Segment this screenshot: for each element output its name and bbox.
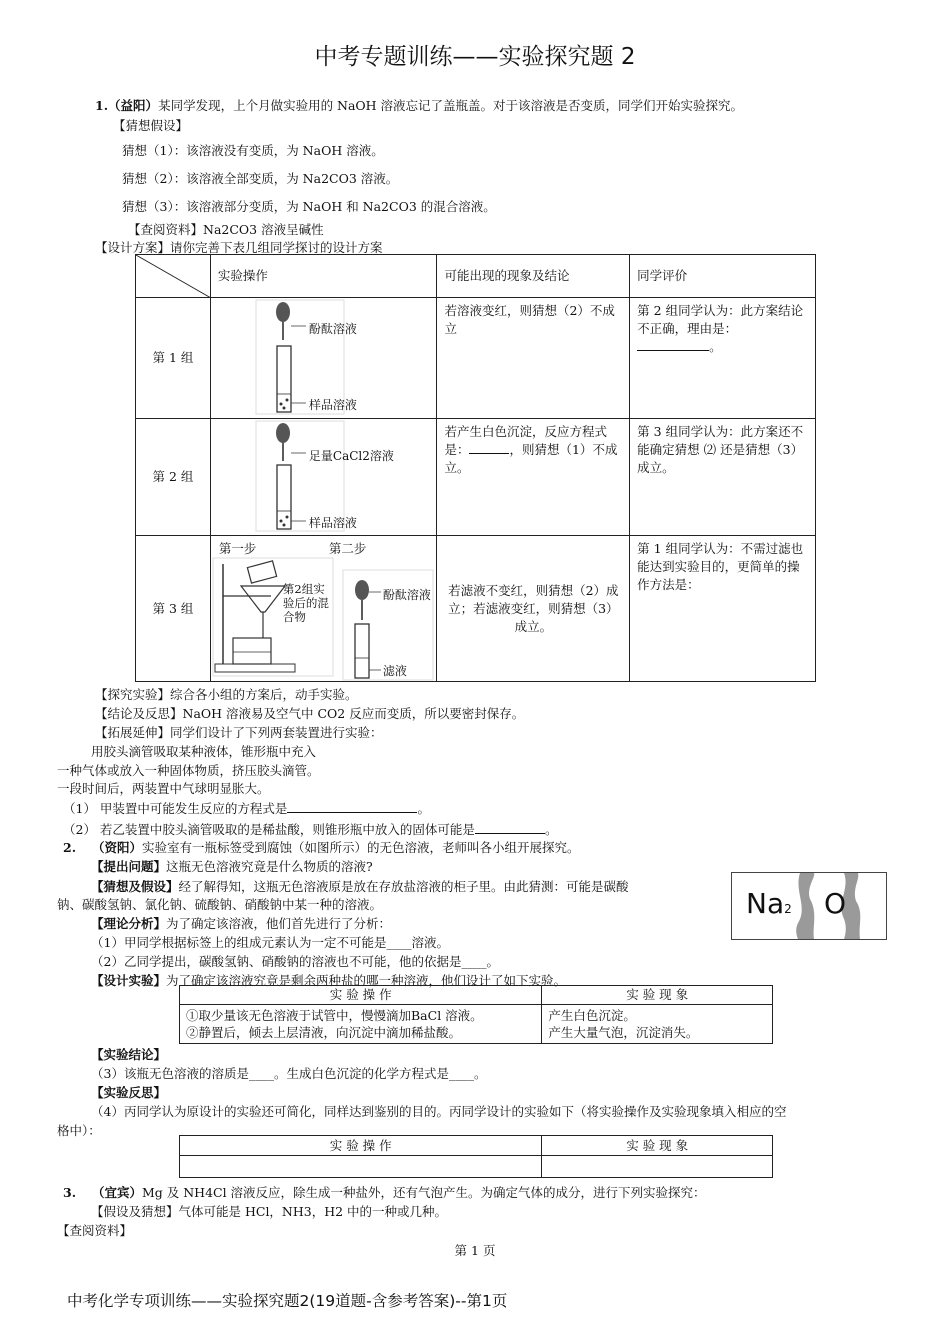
q2-experiment-table xyxy=(179,985,773,1044)
diagonal-line xyxy=(136,255,211,298)
dropper-label: 足量CaCl2溶液 xyxy=(308,449,394,463)
table-corner xyxy=(136,255,211,298)
phenomenon-answer-cell[interactable] xyxy=(542,1156,773,1178)
q1-extend-4: 一段时间后，两装置中气球明显胀大。 xyxy=(57,781,270,796)
header-phenomenon: 可能出现的现象及结论 xyxy=(437,255,630,298)
header-evaluation: 同学评价 xyxy=(630,255,816,298)
group-2-apparatus xyxy=(210,419,437,536)
q1-sub1: （1） 甲装置中可能发生反应的方程式是 。 xyxy=(63,801,430,816)
q3-hyp: 【假设及猜想】气体可能是 HCl，NH3，H2 中的一种或几种。 xyxy=(91,1204,448,1219)
answer-blank[interactable] xyxy=(475,821,545,834)
answer-blank[interactable] xyxy=(287,800,417,813)
group-1-label: 第 1 组 xyxy=(136,298,211,419)
funnel-label: 第2组实验后的混合物 xyxy=(282,582,329,624)
q2-raise: 【提出问题】这瓶无色溶液究竟是什么物质的溶液? xyxy=(91,859,373,874)
group-2-phenomenon: 若产生白色沉淀，反应方程式是： ，则猜想（1）不成立。 xyxy=(437,419,630,536)
q1-sub2: （2） 若乙装置中胶头滴管吸取的是稀盐酸，则锥形瓶中放入的固体可能是 。 xyxy=(63,822,558,837)
step-2-label: 第二步 xyxy=(328,541,367,556)
answer-blank[interactable] xyxy=(637,338,709,351)
q2-hyp-2: 钠、碳酸氢钠、氯化钠、硫酸钠、硝酸钠中某一种的溶液。 xyxy=(57,897,383,912)
operation-answer-cell[interactable] xyxy=(180,1156,542,1178)
q1-ref: 【查阅资料】Na2CO3 溶液呈碱性 xyxy=(128,222,324,237)
q2-refl-heading: 【实验反思】 xyxy=(91,1085,167,1100)
q2-t1: （1）甲同学根据标签上的组成元素认为一定不可能是____溶液。 xyxy=(91,935,449,950)
header-operation: 实 验 操 作 xyxy=(180,1136,542,1156)
group-2-label: 第 2 组 xyxy=(136,419,211,536)
step-1-label: 第一步 xyxy=(218,541,257,556)
q2-refl-2: 格中）： xyxy=(57,1123,101,1138)
tube-label: 滤液 xyxy=(382,664,407,678)
group-3-apparatus xyxy=(210,536,437,682)
q2-intro: 2. （资阳）实验室有一瓶标签受到腐蚀（如图所示）的无色溶液，老师叫各小组开展探究。 xyxy=(63,840,580,855)
q2-t2: （2）乙同学提出，碳酸氢钠、硝酸钠的溶液也不可能，他的依据是____。 xyxy=(91,954,499,969)
header-phenomenon: 实 验 现 象 xyxy=(542,1136,773,1156)
q1-design-table xyxy=(135,254,816,682)
phenomenon-cell: 产生白色沉淀。 产生大量气泡，沉淀消失。 xyxy=(542,1005,773,1044)
q2-concl-heading: 【实验结论】 xyxy=(91,1047,167,1062)
group-3-evaluation: 第 1 组同学认为：不需过滤也能达到实验目的，更简单的操作方法是： xyxy=(630,536,816,682)
group-3-label: 第 3 组 xyxy=(136,536,211,682)
tube-label: 样品溶液 xyxy=(308,516,357,530)
answer-blank[interactable] xyxy=(469,441,509,454)
header-operation: 实验操作 xyxy=(210,255,437,298)
q2-design: 【设计实验】为了确定该溶液究竟是剩余两种盐的哪一种溶液，他们设计了如下实验。 xyxy=(91,973,567,988)
q3-ref: 【查阅资料】 xyxy=(57,1223,133,1238)
q1-hyp1: 猜想（1）：该溶液没有变质，为 NaOH 溶液。 xyxy=(122,143,384,158)
q2-theory: 【理论分析】为了确定该溶液，他们首先进行了分析： xyxy=(91,916,392,931)
q3-intro: 3. （宜宾）Mg 及 NH4Cl 溶液反应，除生成一种盐外，还有气泡产生。为确定气体的成分，进行下列实验探究： xyxy=(63,1185,706,1200)
q1-hyp2: 猜想（2）：该溶液全部变质，为 Na2CO3 溶液。 xyxy=(122,171,399,186)
footer-caption: 中考化学专项训练——实验探究题2(19道题-含参考答案)--第1页 xyxy=(67,1292,508,1310)
q1-conclusion: 【结论及反思】NaOH 溶液易及空气中 CO2 反应而变质，所以要密封保存。 xyxy=(95,706,525,721)
label-text-o: O xyxy=(824,887,847,920)
group-1-phenomenon: 若溶液变红，则猜想（2）不成立 xyxy=(437,298,630,419)
header-operation: 实 验 操 作 xyxy=(180,986,542,1005)
q1-hyp3: 猜想（3）：该溶液部分变质，为 NaOH 和 Na2CO3 的混合溶液。 xyxy=(122,199,496,214)
q2-refl: （4）丙同学认为原设计的实验还可简化，同样达到鉴别的目的。丙同学设计的实验如下（将实验操作及实验现象填入相应的空 xyxy=(91,1104,787,1119)
dropper-label: 酚酞溶液 xyxy=(308,322,357,336)
operation-cell: ①取少量该无色溶液于试管中，慢慢滴加BaCl 溶液。 ②静置后，倾去上层清液，向沉淀中滴加稀盐酸。 xyxy=(180,1005,542,1044)
group-3-phenomenon: 若滤液不变红，则猜想（2）成立；若滤液变红，则猜想（3）成立。 xyxy=(437,536,630,682)
q2-concl: （3）该瓶无色溶液的溶质是____。生成白色沉淀的化学方程式是____。 xyxy=(91,1066,487,1081)
page-number: 第 1 页 xyxy=(454,1243,496,1258)
q1-extend: 【拓展延伸】同学们设计了下列两套装置进行实验： xyxy=(95,725,383,740)
q2-simplified-table xyxy=(179,1135,773,1178)
header-phenomenon: 实 验 现 象 xyxy=(542,986,773,1005)
label-text: Na2 xyxy=(746,887,792,920)
dropper-label: 酚酞溶液 xyxy=(382,588,431,602)
damaged-label-image xyxy=(731,872,887,940)
page-title: 中考专题训练——实验探究题 2 xyxy=(314,44,636,70)
q1-extend-2: 用胶头滴管吸取某种液体，锥形瓶中充入 xyxy=(91,744,317,759)
group-2-evaluation: 第 3 组同学认为：此方案还不能确定猜想 ⑵ 还是猜想（3）成立。 xyxy=(630,419,816,536)
group-1-apparatus xyxy=(210,298,437,419)
q1-hyp-heading: 【猜想假设】 xyxy=(113,118,189,133)
q2-hyp: 【猜想及假设】经了解得知，这瓶无色溶液原是放在存放盐溶液的柜子里。由此猜测：可能是碳酸 xyxy=(91,879,629,894)
q1-extend-3: 一种气体或放入一种固体物质，挤压胶头滴管。 xyxy=(57,763,320,778)
q1-design: 【设计方案】请你完善下表几组同学探讨的设计方案 xyxy=(95,240,383,255)
q1-intro: 1.（益阳）某同学发现，上个月做实验用的 NaOH 溶液忘记了盖瓶盖。对于该溶液是否变质，同学们开始实验探究。 xyxy=(95,98,744,113)
q1-explore: 【探究实验】综合各小组的方案后，动手实验。 xyxy=(95,687,358,702)
group-1-evaluation: 第 2 组同学认为：此方案结论不正确，理由是：。 xyxy=(630,298,816,419)
tube-label: 样品溶液 xyxy=(308,398,357,412)
